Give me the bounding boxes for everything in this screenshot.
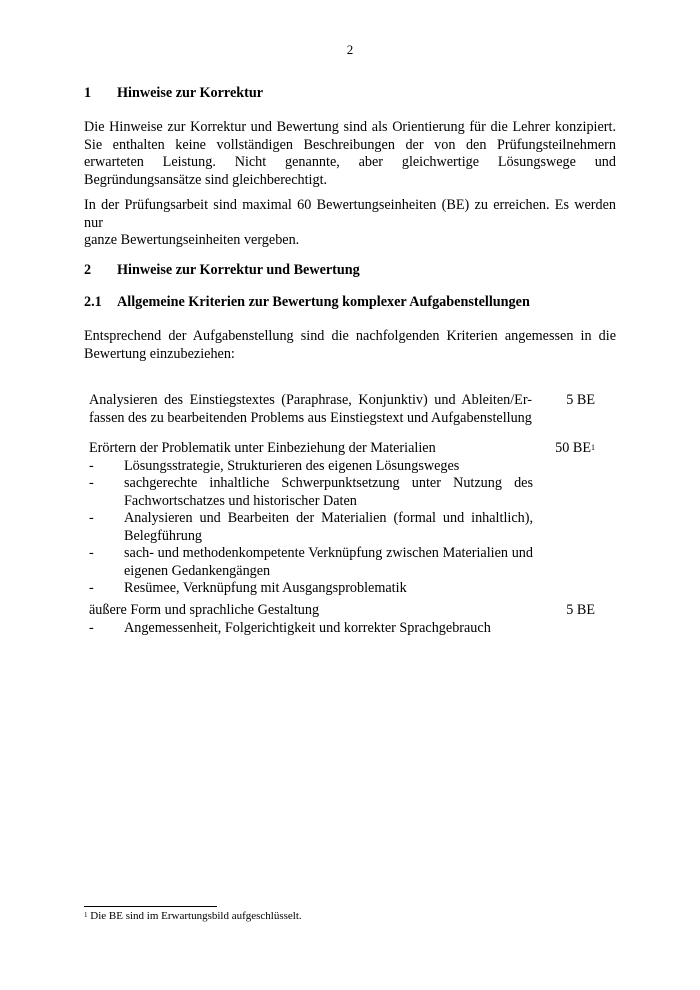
criterion-3-be: 5 BE: [566, 602, 595, 618]
bullet-dash: -: [89, 619, 94, 636]
footnote-marker: 1: [84, 911, 88, 919]
criterion-2-be: [555, 440, 595, 458]
footnote: [84, 910, 302, 923]
criterion-1-text: [89, 392, 532, 427]
bullet-item: [89, 475, 533, 510]
bullet-line: Resümee, Verknüpfung mit Ausgangsproblematik: [124, 580, 407, 596]
bullet-item: [89, 545, 533, 580]
bullet-dash: -: [89, 545, 94, 561]
section-2-title: Hinweise zur Korrektur und Bewertung: [117, 262, 360, 278]
section-2-number: 2: [84, 262, 92, 278]
bullet-item: [89, 620, 533, 638]
criterion-2-be-value: 50 BE: [555, 440, 591, 456]
criterion-3: [89, 602, 599, 637]
criterion-1-be: 5 BE: [566, 392, 595, 408]
bullet-line: Lösungsstrategie, Strukturieren des eigenen Lösungsweges: [124, 457, 460, 474]
section-1-heading: [84, 85, 616, 103]
bullet-line: Belegführung: [124, 527, 203, 544]
paragraph-line: erwarteten Leistung. Nicht genannte, aber gleichwertige Lösungswege und: [84, 154, 616, 170]
criterion-2: [89, 440, 599, 598]
bullet-dash: -: [89, 580, 94, 596]
page-number: 2: [346, 42, 354, 57]
criterion-line: äußere Form und sprachliche Gestaltung: [89, 602, 320, 618]
bullet-line: Angemessenheit, Folgerichtigkeit und korrekter Sprachgebrauch: [124, 619, 491, 636]
bullet-dash: -: [89, 475, 94, 491]
bullet-item: [89, 458, 533, 476]
bullet-line: sachgerechte inhaltliche Schwerpunktsetzung unter Nutzung des: [124, 475, 533, 491]
paragraph-line: Bewertung einzubeziehen:: [84, 345, 235, 362]
paragraph-line: Die Hinweise zur Korrektur und Bewertung sind als Orientierung für die Lehrer konzipiert.: [84, 119, 616, 135]
bullet-line: sach- und methodenkompetente Verknüpfung zwischen Materialien und: [124, 545, 533, 561]
section-2-1-heading: [84, 294, 616, 312]
bullet-item: [89, 510, 533, 545]
section-1-paragraph-2: [84, 197, 616, 250]
bullet-item: [89, 580, 533, 598]
footnote-separator: [84, 906, 217, 907]
section-2-1-intro: [84, 328, 616, 363]
criterion-1: [89, 392, 599, 427]
criterion-2-text: [89, 440, 532, 458]
bullet-dash: -: [89, 457, 94, 474]
paragraph-line: In der Prüfungsarbeit sind maximal 60 Bewertungseinheiten (BE) zu erreichen. Es werden nur: [84, 197, 616, 231]
section-2-1-title: Allgemeine Kriterien zur Bewertung komplexer Aufgabenstellungen: [117, 294, 530, 310]
bullet-line: eigenen Gedankengängen: [124, 562, 271, 579]
bullet-dash: -: [89, 510, 94, 526]
section-1-paragraph-1: [84, 119, 616, 189]
criterion-3-text: [89, 602, 532, 620]
section-2-1-number: 2.1: [84, 294, 102, 310]
bullet-line: Fachwortschatzes und historischer Daten: [124, 492, 357, 509]
paragraph-line: Sie enthalten keine vollständigen Beschreibungen der von den Prüfungsteilnehmern: [84, 136, 616, 153]
section-2-heading: [84, 262, 616, 280]
section-1-title: Hinweise zur Korrektur: [117, 85, 264, 101]
footnote-text: Die BE sind im Erwartungsbild aufgeschlüsselt.: [90, 910, 302, 922]
bullet-line: Analysieren und Bearbeiten der Materialien (formal und inhaltlich),: [124, 510, 533, 526]
criterion-line: Analysieren des Einstiegstextes (Paraphrase, Konjunktiv) und Ableiten/Er-: [89, 392, 532, 408]
criterion-line: fassen des zu bearbeitenden Problems aus Einstiegstext und Aufgabenstellung: [89, 409, 532, 426]
paragraph-line: ganze Bewertungseinheiten vergeben.: [84, 232, 300, 248]
criterion-line: Erörtern der Problematik unter Einbeziehung der Materialien: [89, 440, 436, 456]
paragraph-line: Begründungsansätze sind gleichberechtigt.: [84, 171, 328, 188]
footnote-ref: 1: [591, 443, 595, 452]
section-1-number: 1: [84, 85, 92, 101]
paragraph-line: Entsprechend der Aufgabenstellung sind die nachfolgenden Kriterien angemessen in die: [84, 328, 616, 344]
